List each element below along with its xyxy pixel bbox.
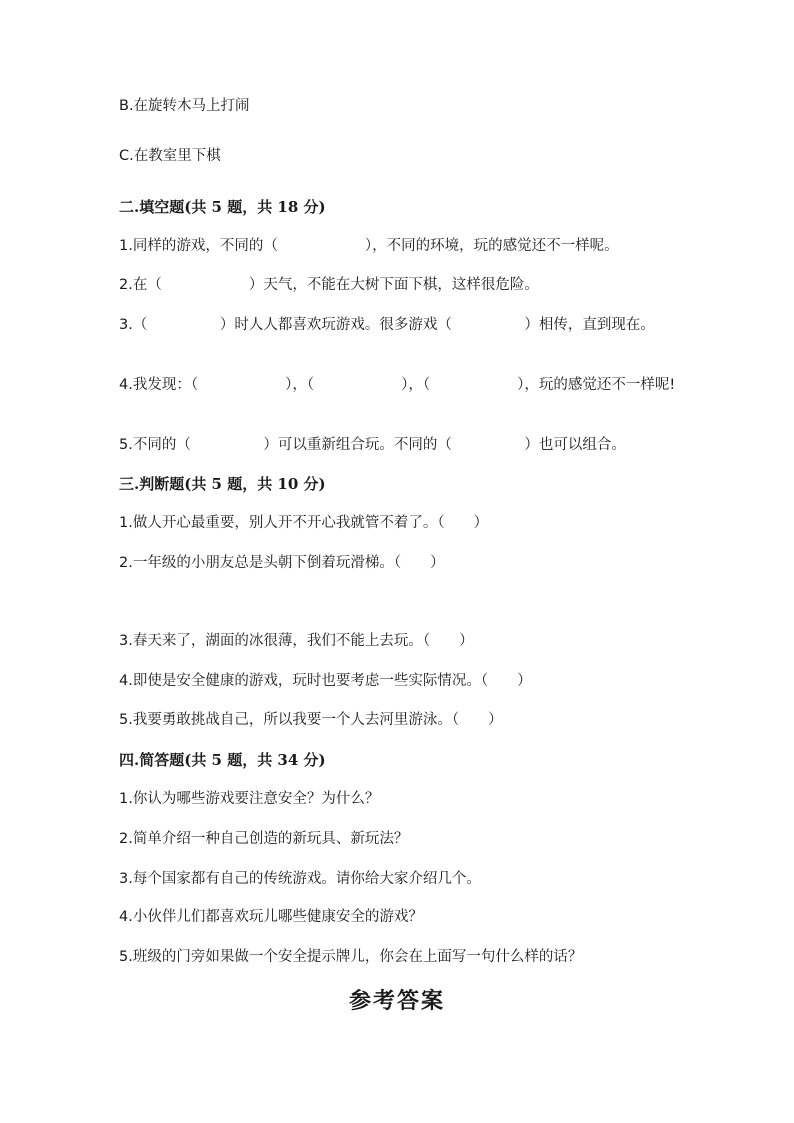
section-3-heading: 三.判断题(共 5 题，共 10 分) — [119, 475, 326, 493]
option-b: B.在旋转木马上打闹 — [119, 98, 250, 114]
section-4-heading: 四.简答题(共 5 题，共 34 分) — [119, 751, 326, 769]
answer-key-title: 参考答案 — [348, 988, 445, 1014]
section-2-heading: 二.填空题(共 5 题，共 18 分) — [119, 198, 326, 216]
fill-question-5: 5.不同的（ ）可以重新组合玩。不同的（ ）也可以组合。 — [119, 437, 626, 453]
short-question-4: 4.小伙伴儿们都喜欢玩儿哪些健康安全的游戏？ — [119, 909, 423, 925]
judge-question-5: 5.我要勇敢挑战自己，所以我要一个人去河里游泳。（ ） — [119, 712, 503, 728]
fill-question-1: 1.同样的游戏，不同的（ ），不同的环境，玩的感觉还不一样呢。 — [119, 238, 619, 254]
short-question-2: 2.简单介绍一种自己创造的新玩具、新玩法？ — [119, 831, 409, 847]
judge-question-3: 3.春天来了，湖面的冰很薄，我们不能上去玩。（ ） — [119, 633, 474, 649]
fill-question-2: 2.在（ ）天气，不能在大树下面下棋，这样很危险。 — [119, 277, 539, 293]
short-question-5: 5.班级的门旁如果做一个安全提示牌儿，你会在上面写一句什么样的话？ — [119, 949, 583, 965]
short-question-3: 3.每个国家都有自己的传统游戏。请你给大家介绍几个。 — [119, 871, 481, 887]
short-question-1: 1.你认为哪些游戏要注意安全？为什么？ — [119, 791, 380, 807]
option-c: C.在教室里下棋 — [119, 148, 221, 164]
fill-question-3: 3.（ ）时人人都喜欢玩游戏。很多游戏（ ）相传，直到现在。 — [119, 317, 655, 333]
judge-question-1: 1.做人开心最重要，别人开不开心我就管不着了。（ ） — [119, 515, 489, 531]
judge-question-4: 4.即使是安全健康的游戏，玩时也要考虑一些实际情况。（ ） — [119, 673, 532, 689]
fill-question-4: 4.我发现：（ ），（ ），（ ），玩的感觉还不一样呢! — [119, 377, 676, 393]
judge-question-2: 2.一年级的小朋友总是头朝下倒着玩滑梯。（ ） — [119, 555, 445, 571]
